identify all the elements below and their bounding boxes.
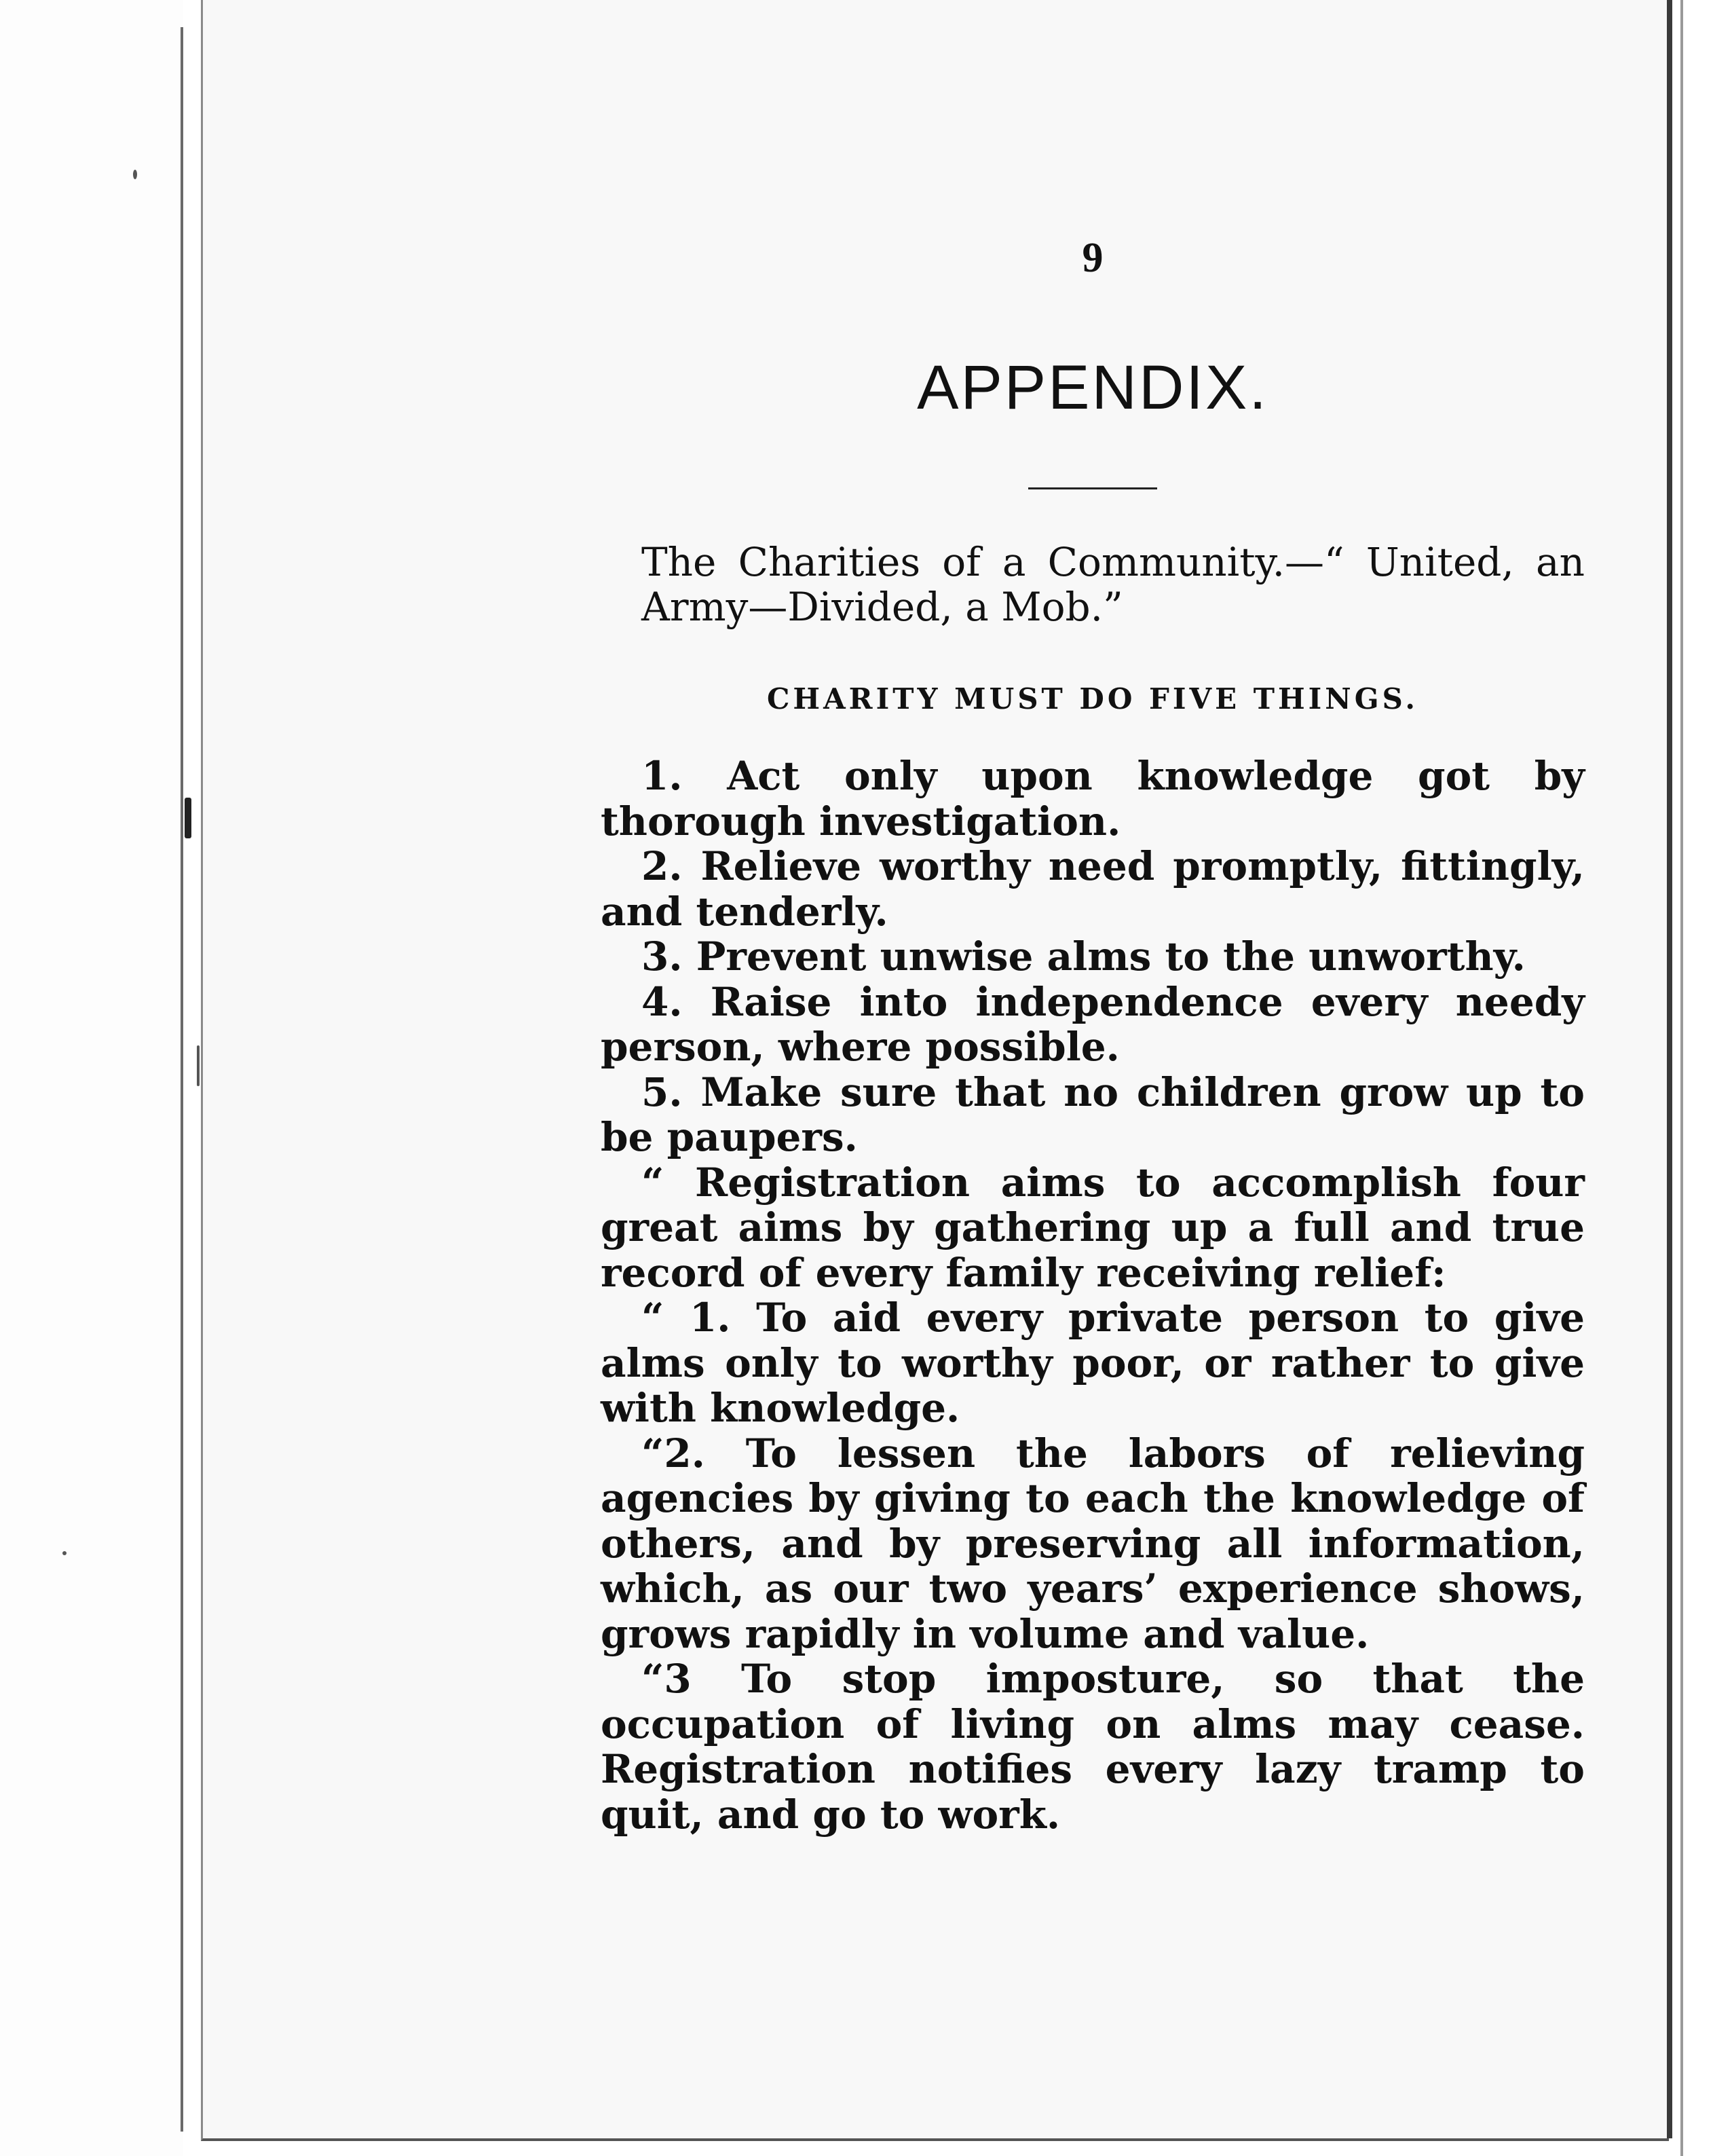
page-number: 9: [1082, 235, 1104, 281]
section-heading: CHARITY MUST DO FIVE THINGS.: [766, 682, 1419, 715]
list-item: 5. Make sure that no children grow up to be paupers.: [601, 1068, 1585, 1160]
book-page: [201, 0, 1669, 2141]
body-text: [601, 754, 1585, 1837]
list-item: 3. Prevent unwise alms to the unworthy.: [641, 933, 1526, 980]
dust-speck: [197, 1045, 200, 1086]
page-title: APPENDIX.: [917, 353, 1268, 422]
left-page-fragment: [0, 0, 183, 2156]
dust-speck: [133, 170, 137, 179]
list-item: 2. Relieve worthy need promptly, fittingly, and tenderly.: [601, 843, 1585, 935]
book-gutter: [181, 27, 183, 2132]
quoted-item: “3 To stop imposture, so that the occupation of living on alms may cease. Registration notifies every lazy tramp to quit, and go to work.: [601, 1656, 1585, 1838]
heading-divider: [1028, 487, 1157, 489]
intro-paragraph: The Charities of a Community.—“ United, an Army—Divided, a Mob.”: [641, 539, 1585, 630]
list-item: 4. Raise into independence every needy person, where possible.: [601, 978, 1585, 1070]
list-item: 1. Act only upon knowledge got by thorough investigation.: [601, 753, 1585, 844]
page-edge-line: [1680, 0, 1683, 2156]
quoted-item: “2. To lessen the labors of relieving agencies by giving to each the knowledge of others, and by preserving all information, which, as our two years’ experience shows, grows rapidly in volume and value.: [601, 1430, 1585, 1657]
quoted-item: “ 1. To aid every private person to give alms only to worthy poor, or rather to give with knowledge.: [601, 1295, 1585, 1431]
page-edge-shadow: [1667, 0, 1672, 2138]
body-paragraph: “ Registration aims to accomplish four great aims by gathering up a full and true record of every family receiving relief:: [601, 1159, 1585, 1296]
gutter-ink-mark: [185, 798, 191, 838]
dust-speck: [62, 1551, 67, 1555]
